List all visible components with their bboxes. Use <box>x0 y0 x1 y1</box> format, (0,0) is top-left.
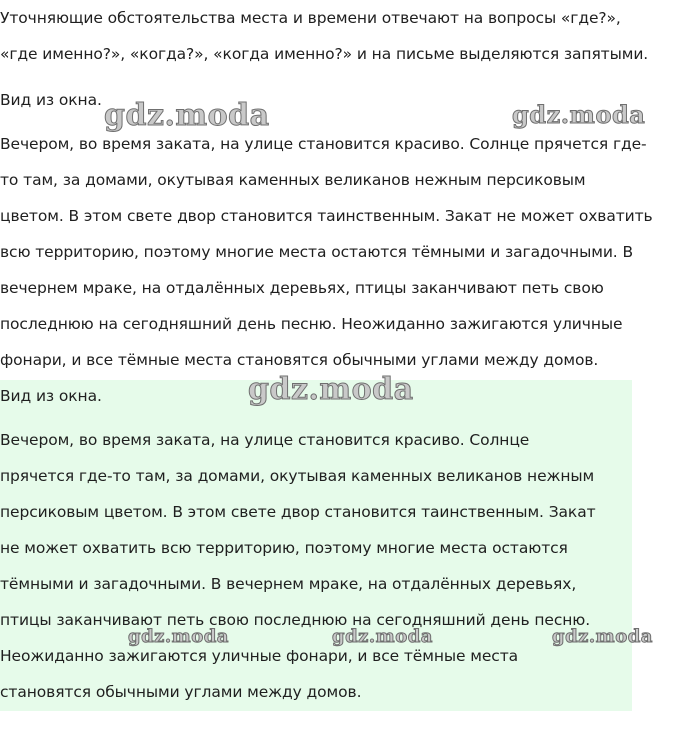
intro-paragraph <box>0 0 680 72</box>
answer-line: тёмными и загадочными. В вечернем мраке, на отдалённых деревьях, <box>0 575 577 593</box>
original-title: Вид из окна. <box>0 91 102 109</box>
original-line: вечернем мраке, на отдалённых деревьях, птицы заканчивают петь свою <box>0 279 604 297</box>
watermark-logo: gdz.moda <box>128 626 229 647</box>
answer-line: Вечером, во время заката, на улице становится красиво. Солнце <box>0 431 530 449</box>
answer-line: Неожиданно зажигаются уличные фонари, и все тёмные места <box>0 647 519 665</box>
original-paragraph <box>0 126 676 378</box>
answer-line: прячется где-то там, за домами, окутывая каменных великанов нежным <box>0 467 595 485</box>
original-line: последнюю на сегодняшний день песню. Неожиданно зажигаются уличные <box>0 315 623 333</box>
answer-line: персиковым цветом. В этом свете двор становится таинственным. Закат <box>0 503 596 521</box>
original-line: цветом. В этом свете двор становится таинственным. Закат не может охватить <box>0 207 653 225</box>
original-line: Вечером, во время заката, на улице становится красиво. Солнце прячется где- <box>0 135 647 153</box>
answer-line: не может охватить всю территорию, поэтому многие места остаются <box>0 539 568 557</box>
intro-line: «где именно?», «когда?», «когда именно?» и на письме выделяются запятыми. <box>0 45 649 63</box>
answer-title: Вид из окна. <box>0 387 102 405</box>
answer-line: становятся обычными углами между домов. <box>0 683 362 701</box>
watermark-logo: gdz.moda <box>512 100 646 129</box>
watermark-logo: gdz.moda <box>104 98 270 133</box>
watermark-logo: gdz.moda <box>332 626 433 647</box>
intro-line: Уточняющие обстоятельства места и времени отвечают на вопросы «где?», <box>0 9 621 27</box>
original-line: фонари, и все тёмные места становятся обычными углами между домов. <box>0 351 599 369</box>
original-line: всю территорию, поэтому многие места остаются тёмными и загадочными. В <box>0 243 633 261</box>
answer-paragraph <box>0 422 628 710</box>
original-line: то там, за домами, окутывая каменных великанов нежным персиковым <box>0 171 586 189</box>
watermark-logo: gdz.moda <box>552 626 653 647</box>
answer-line: птицы заканчивают петь свою последнюю на сегодняшний день песню. <box>0 611 591 629</box>
watermark-logo: gdz.moda <box>248 372 414 407</box>
